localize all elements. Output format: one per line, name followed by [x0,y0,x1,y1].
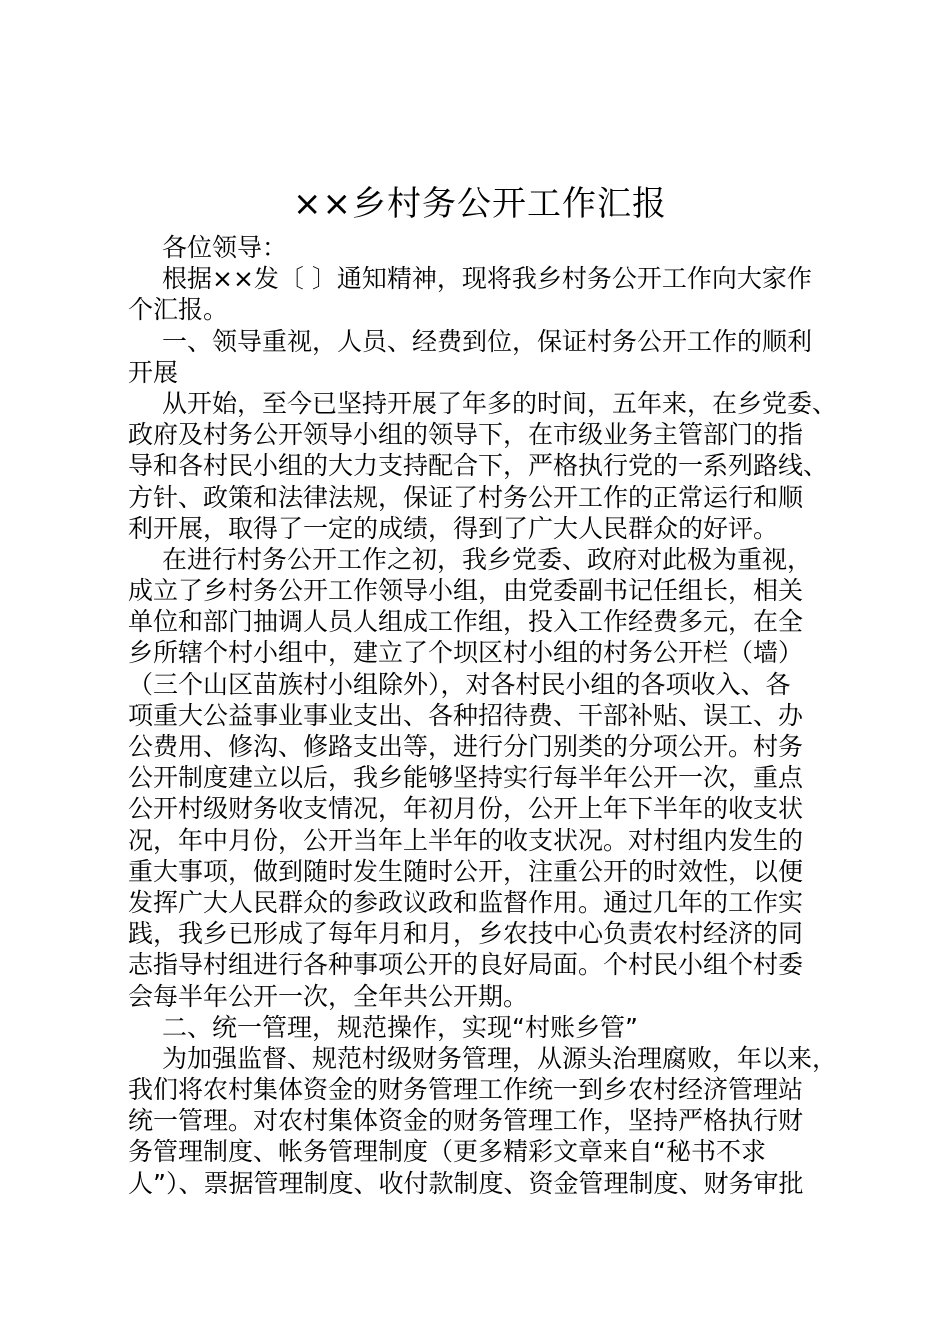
text-line: 况，年中月份，公开当年上半年的收支状况。对村组内发生的 [128,825,804,855]
text-line: 在进行村务公开工作之初，我乡党委、政府对此极为重视， [162,544,813,574]
text-line: 乡所辖个村小组中，建立了个坝区村小组的村务公开栏（墙） [128,638,804,668]
document-body [128,232,848,1199]
text-line: 政府及村务公开领导小组的领导下，在市级业务主管部门的指 [128,420,804,450]
text-line: 公开制度建立以后，我乡能够坚持实行每半年公开一次，重点 [128,763,804,793]
text-line: 为加强监督、规范村级财务管理，从源头治理腐败，年以来， [162,1043,838,1073]
text-line: 成立了乡村务公开工作领导小组，由党委副书记任组长，相关 [128,576,804,606]
text-line: 从开始，至今已坚持开展了年多的时间，五年来，在乡党委、 [162,388,838,418]
section-heading-line: 开展 [128,357,179,387]
text-line: 导和各村民小组的大力支持配合下，严格执行党的一系列路线、 [128,451,829,481]
text-line: 个汇报。 [128,295,229,325]
text-line: 发挥广大人民群众的参政议政和监督作用。通过几年的工作实 [128,887,804,917]
text-line: 根据××发〔 〕通知精神，现将我乡村务公开工作向大家作 [162,264,812,294]
text-line: 统一管理。对农村集体资金的财务管理工作，坚持严格执行财 [128,1106,804,1136]
text-line: 务管理制度、帐务管理制度（更多精彩文章来自“秘书不求 [128,1137,766,1167]
text-line: 方针、政策和法律法规，保证了村务公开工作的正常运行和顺 [128,482,804,512]
text-line: （三个山区苗族村小组除外），对各村民小组的各项收入、各 [128,669,791,699]
section-heading-line: 一、领导重视，人员、经费到位，保证村务公开工作的顺利 [162,326,813,356]
text-line: 利开展，取得了一定的成绩，得到了广大人民群众的好评。 [128,513,779,543]
text-line: 各位领导： [162,233,288,262]
text-line: 重大事项，做到随时发生随时公开，注重公开的时效性，以便 [128,856,804,886]
section-heading-line: 二、统一管理，规范操作，实现“村账乡管” [162,1012,638,1042]
document-title: ××乡村务公开工作汇报 [293,184,667,224]
text-line: 我们将农村集体资金的财务管理工作统一到乡农村经济管理站 [128,1075,804,1105]
text-line: 践，我乡已形成了每年月和月，乡农技中心负责农村经济的同 [128,919,804,949]
text-line: 公费用、修沟、修路支出等，进行分门别类的分项公开。村务 [128,732,804,761]
text-line: 项重大公益事业事业支出、各种招待费、干部补贴、误工、办 [128,700,804,730]
text-line: 会每半年公开一次，全年共公开期。 [128,981,529,1011]
text-line: 志指导村组进行各种事项公开的良好局面。个村民小组个村委 [128,950,804,980]
text-line: 单位和部门抽调人员人组成工作组，投入工作经费多元，在全 [128,607,804,637]
text-line: 人”）、票据管理制度、收付款制度、资金管理制度、财务审批 [128,1168,804,1198]
text-line: 公开村级财务收支情况，年初月份，公开上年下半年的收支状 [128,794,804,824]
